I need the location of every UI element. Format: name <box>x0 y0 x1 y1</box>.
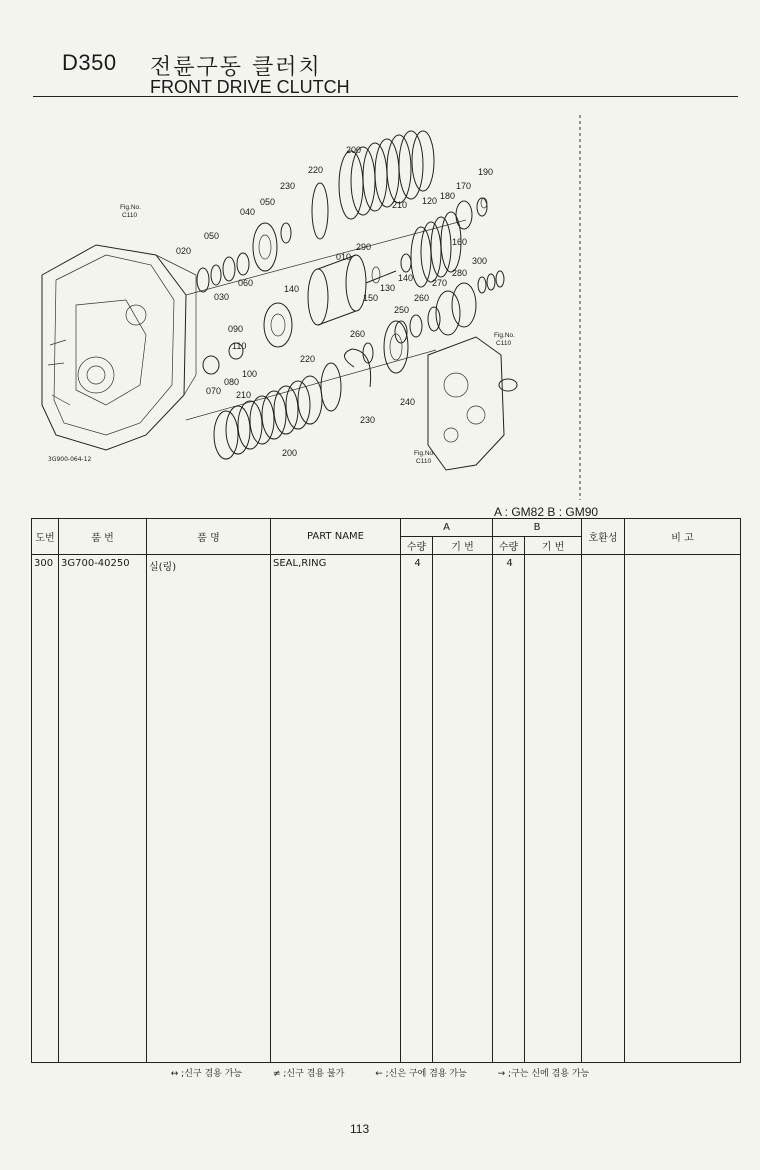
cell-serial-a <box>433 555 493 577</box>
header-group-b: B <box>493 519 582 537</box>
callout-label: 150 <box>363 293 379 303</box>
callout-label: 200 <box>282 448 298 458</box>
cell-name-ko: 실(링) <box>147 555 271 577</box>
transmission-housing-drawing <box>42 245 196 450</box>
diagram-code: D350 <box>62 50 117 75</box>
header-no: 도번 <box>32 519 59 555</box>
figure-code: 3G900-064-12 <box>48 456 92 463</box>
legend-item: → ;구는 신에 겸용 가능 <box>497 1069 590 1079</box>
callout-label: 010 <box>336 252 352 262</box>
header-name-ko: 품 명 <box>147 519 271 555</box>
callout-label: 030 <box>214 292 230 302</box>
fig-ref-code: C110 <box>122 212 138 219</box>
callout-label: 040 <box>240 207 256 217</box>
callout-label: 050 <box>204 231 220 241</box>
callout-label: 270 <box>432 278 448 288</box>
cell-remarks <box>625 555 741 577</box>
callout-label: 230 <box>280 181 296 191</box>
legend-item: ≠ ;신구 겸용 불가 <box>272 1069 345 1079</box>
cell-qty-a: 4 <box>401 555 433 577</box>
header-remarks: 비 고 <box>625 519 741 555</box>
callout-label: 020 <box>176 246 192 256</box>
callout-label: 140 <box>284 284 300 294</box>
callout-label: 200 <box>346 145 362 155</box>
header-part-no: 품 번 <box>59 519 147 555</box>
fig-ref-code: C110 <box>416 458 432 465</box>
callout-label: 180 <box>440 191 456 201</box>
callout-label: 260 <box>350 329 366 339</box>
callout-label: 210 <box>392 200 408 210</box>
callout-label: 220 <box>308 165 324 175</box>
cell-compat <box>582 555 625 577</box>
table-row <box>32 555 741 577</box>
parts-table <box>31 518 741 1063</box>
clutch-drum-drawing <box>264 212 504 347</box>
callout-label: 190 <box>478 167 494 177</box>
callout-label: 240 <box>400 397 416 407</box>
callout-label: 290 <box>356 242 372 252</box>
callout-label: 130 <box>380 283 396 293</box>
header-serial-b: 기 번 <box>525 537 582 555</box>
compatibility-legend <box>0 1066 760 1079</box>
fig-ref-label: Fig.No. <box>120 204 141 211</box>
cell-part-no: 3G700-40250 <box>59 555 147 577</box>
legend-item: ← ;신은 구에 겸용 가능 <box>375 1069 467 1079</box>
exploded-parts-diagram <box>36 105 741 505</box>
fig-ref-label: Fig.No. <box>494 332 515 339</box>
callout-label: 060 <box>238 278 254 288</box>
figure-reference-c110-right <box>494 332 515 347</box>
header-group-a: A <box>401 519 493 537</box>
cell-no: 300 <box>32 555 59 577</box>
callout-label: 110 <box>232 341 247 351</box>
callout-label: 170 <box>456 181 472 191</box>
header-qty-a: 수량 <box>401 537 433 555</box>
callout-label: 260 <box>414 293 430 303</box>
cell-part-name: SEAL,RING <box>271 555 401 577</box>
callout-label: 220 <box>300 354 316 364</box>
callout-label: 120 <box>422 196 438 206</box>
callout-label: 080 <box>224 377 240 387</box>
callout-label: 250 <box>394 305 410 315</box>
fig-ref-label: Fig.No. <box>414 450 435 457</box>
callout-label: 070 <box>206 386 222 396</box>
callout-label: 230 <box>360 415 376 425</box>
callout-label: 300 <box>472 256 488 266</box>
legend-item: ↔ ;신구 겸용 가능 <box>170 1069 243 1079</box>
callout-label: 050 <box>260 197 276 207</box>
figure-reference-c110-upper <box>120 204 141 219</box>
header-compat: 호환성 <box>582 519 625 555</box>
page-title-korean: 전륜구동 클러치 <box>150 55 322 80</box>
page-number: 113 <box>350 1122 370 1136</box>
callout-label: 100 <box>242 369 258 379</box>
cell-serial-b <box>525 555 582 577</box>
model-legend: A : GM82 B : GM90 <box>494 505 599 519</box>
header-rule <box>33 96 738 97</box>
rear-cover-drawing <box>428 337 517 470</box>
callout-label: 210 <box>236 390 252 400</box>
header-serial-a: 기 번 <box>433 537 493 555</box>
figure-reference-c110-lower <box>414 450 435 465</box>
fig-ref-code: C110 <box>496 340 512 347</box>
callout-label: 160 <box>452 237 468 247</box>
table-filler-row <box>32 576 741 1063</box>
cell-qty-b: 4 <box>493 555 525 577</box>
header-part-name: PART NAME <box>271 519 401 555</box>
header-qty-b: 수량 <box>493 537 525 555</box>
callout-label: 140 <box>398 273 414 283</box>
page-title-english: FRONT DRIVE CLUTCH <box>150 77 350 97</box>
callout-label: 090 <box>228 324 244 334</box>
callout-label: 280 <box>452 268 468 278</box>
